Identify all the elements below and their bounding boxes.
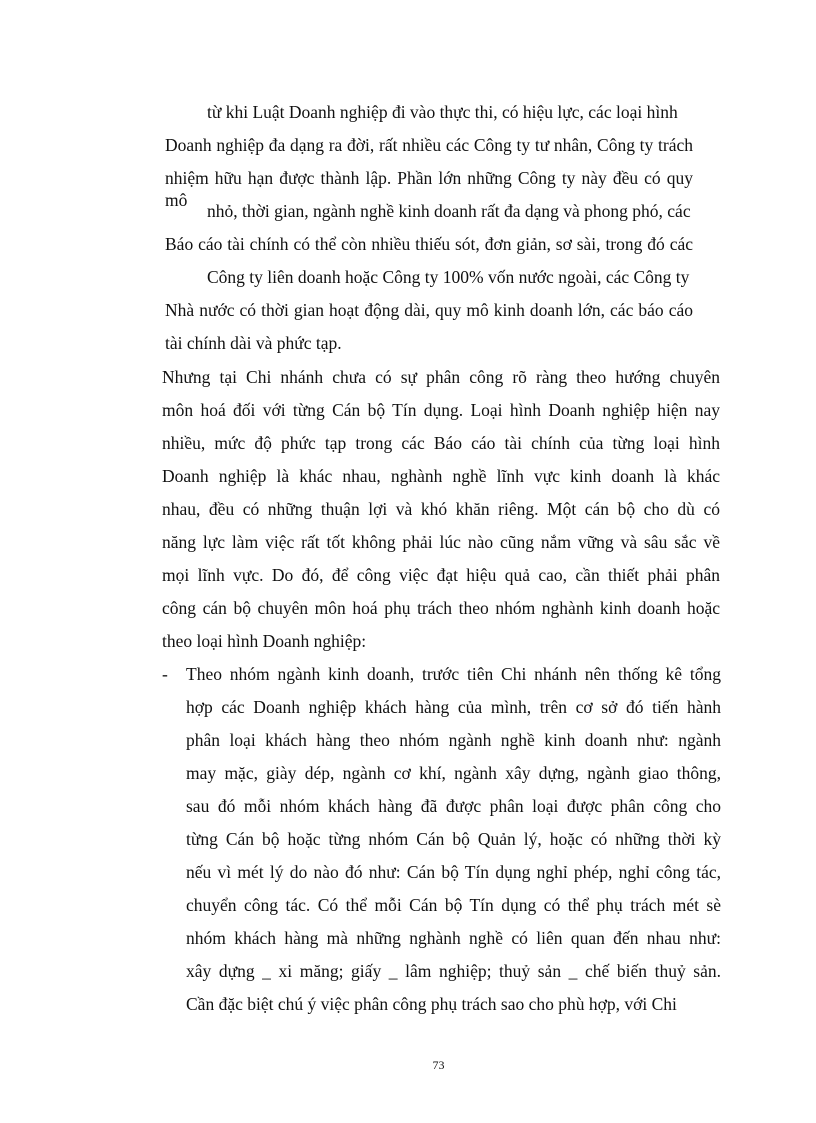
text-line: tài chính dài và phức tạp. <box>165 333 342 353</box>
text-line: từng Cán bộ hoặc từng nhóm Cán bộ Quản lý, hoặc có những thời kỳ <box>186 829 721 849</box>
text-line: Doanh nghiệp đa dạng ra đời, rất nhiều các Công ty tư nhân, Công ty trách <box>165 135 693 155</box>
text-line: phân loại khách hàng theo nhóm ngành nghề kinh doanh như: ngành <box>186 730 721 750</box>
text-line: chuyển công tác. Có thể mỗi Cán bộ Tín dụng có thể phụ trách mét sè <box>186 895 721 915</box>
text-line: nhiệm hữu hạn được thành lập. Phần lớn những Công ty này đều có quy mô <box>165 168 693 210</box>
text-line: môn hoá đối với từng Cán bộ Tín dụng. Loại hình Doanh nghiệp hiện nay <box>162 400 720 420</box>
text-line: nhiều, mức độ phức tạp trong các Báo cáo tài chính của từng loại hình <box>162 433 720 453</box>
text-line: theo loại hình Doanh nghiệp: <box>162 631 367 651</box>
text-line: Cần đặc biệt chú ý việc phân công phụ trách sao cho phù hợp, với Chi <box>186 994 677 1014</box>
text-line: năng lực làm việc rất tốt không phải lúc nào cũng nắm vững và sâu sắc về <box>162 532 720 552</box>
text-line: xây dựng _ xi măng; giấy _ lâm nghiệp; thuỷ sản _ chế biến thuỷ sản. <box>186 961 721 981</box>
text-line: công cán bộ chuyên môn hoá phụ trách theo nhóm nghành kinh doanh hoặc <box>162 598 720 618</box>
text-line: hợp các Doanh nghiệp khách hàng của mình, trên cơ sở đó tiến hành <box>186 697 721 717</box>
text-line: nhỏ, thời gian, ngành nghề kinh doanh rất đa dạng và phong phó, các <box>207 201 691 221</box>
text-line: từ khi Luật Doanh nghiệp đi vào thực thi, có hiệu lực, các loại hình <box>207 102 678 122</box>
text-line: nhau, đều có những thuận lợi và khó khăn riêng. Một cán bộ cho dù có <box>162 499 720 519</box>
page-number: 73 <box>432 1058 445 1072</box>
text-line: Công ty liên doanh hoặc Công ty 100% vốn nước ngoài, các Công ty <box>207 267 690 287</box>
text-line: Nhà nước có thời gian hoạt động dài, quy mô kinh doanh lớn, các báo cáo <box>165 300 693 320</box>
bullet-marker: - <box>162 664 168 684</box>
text-line: Nhưng tại Chi nhánh chưa có sự phân công rõ ràng theo hướng chuyên <box>162 367 720 387</box>
text-line: Doanh nghiệp là khác nhau, nghành nghề lĩnh vực kinh doanh là khác <box>162 466 720 486</box>
text-line: nhóm khách hàng mà những nghành nghề có liên quan đến nhau như: <box>186 928 721 948</box>
text-line: Báo cáo tài chính có thể còn nhiều thiếu sót, đơn giản, sơ sài, trong đó các <box>165 234 693 254</box>
text-line: may mặc, giày dép, ngành cơ khí, ngành xây dựng, ngành giao thông, <box>186 763 721 783</box>
text-line: nếu vì mét lý do nào đó như: Cán bộ Tín dụng nghỉ phép, nghỉ công tác, <box>186 862 721 882</box>
text-line: mọi lĩnh vực. Do đó, để công việc đạt hiệu quả cao, cần thiết phải phân <box>162 565 720 585</box>
text-line: sau đó mỗi nhóm khách hàng đã được phân loại được phân công cho <box>186 796 721 816</box>
text-line: Theo nhóm ngành kinh doanh, trước tiên Chi nhánh nên thống kê tổng <box>186 664 721 684</box>
